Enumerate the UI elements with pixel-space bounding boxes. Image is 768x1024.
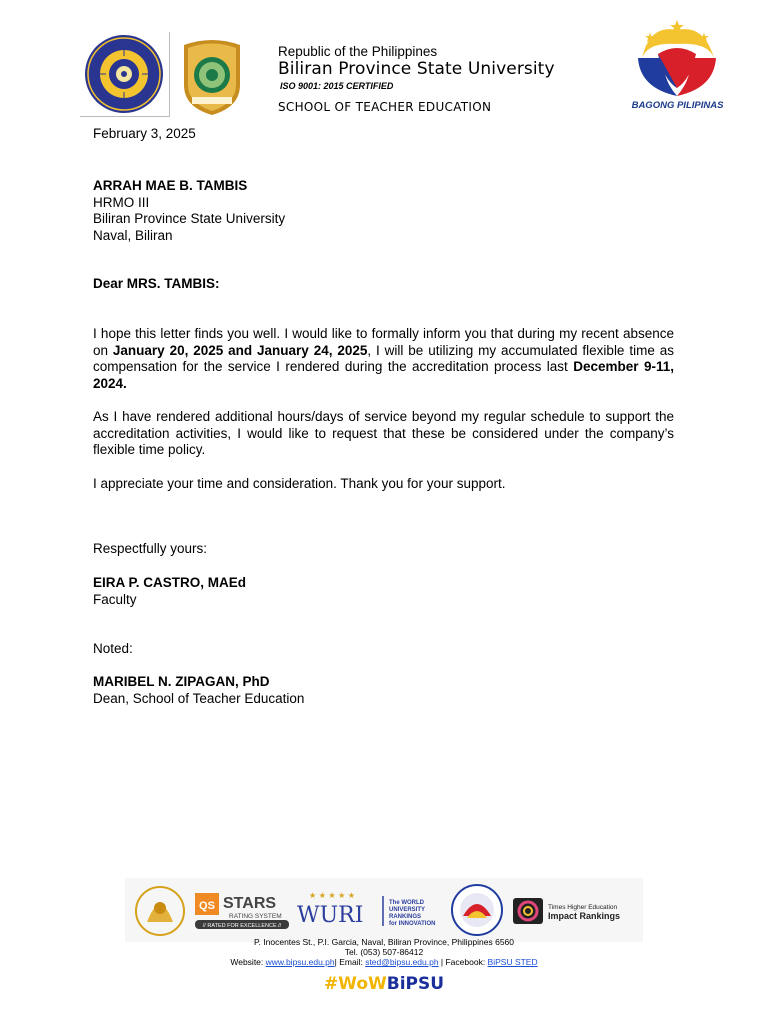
website-label: Website: xyxy=(230,957,266,967)
wuri-logo xyxy=(297,891,435,928)
footer-contacts xyxy=(0,957,768,967)
bagong-pilipinas-icon xyxy=(620,18,735,102)
qs-stars-title: STARS xyxy=(223,895,277,912)
noted-by-title: Dean, School of Teacher Education xyxy=(93,690,305,706)
paragraph-2: As I have rendered additional hours/days of service beyond my regular schedule to support the accreditation activities, I would like to request that these be considered under the company’s flexible time policy. xyxy=(93,409,674,457)
republic-heading: Republic of the Philippines xyxy=(278,44,438,59)
wuri-desc-1: The WORLD xyxy=(389,900,424,906)
school-seal-logo xyxy=(178,35,246,117)
hashtag xyxy=(0,974,768,994)
website-link[interactable]: www.bipsu.edu.ph xyxy=(265,957,335,967)
university-seal-icon xyxy=(80,32,170,117)
noted-by-block xyxy=(93,674,674,707)
iso-certification: ISO 9001: 2015 CERTIFIED xyxy=(280,81,394,91)
noted-by-name: MARIBEL N. ZIPAGAN, PhD xyxy=(93,674,270,689)
signatory-name: EIRA P. CASTRO, MAEd xyxy=(93,575,247,590)
facebook-label: | Facebook: xyxy=(438,957,488,967)
letter-date: February 3, 2025 xyxy=(93,126,196,141)
qs-rated-label: // RATED FOR EXCELLENCE // xyxy=(202,923,282,929)
paragraph-1-text-a: I hope this letter finds you well. I would like to formally inform you that during my recent absence on xyxy=(93,326,674,358)
accreditation-logos xyxy=(125,878,643,942)
quality-award-icon xyxy=(452,885,502,935)
email-link[interactable]: sted@bipsu.edu.ph xyxy=(365,957,439,967)
wuri-desc-3: RANKINGS xyxy=(389,914,422,920)
paragraph-1-text-b: , I will be utilizing my accumulated flexible time as compensation for the service I rendered during the accreditation process last xyxy=(93,342,674,374)
recipient-address: Naval, Biliran xyxy=(93,227,173,243)
recipient-name: ARRAH MAE B. TAMBIS xyxy=(93,178,248,193)
qs-stars-logo xyxy=(195,893,289,929)
university-seal-logo xyxy=(80,32,170,117)
absence-dates: January 20, 2025 and January 24, 2025 xyxy=(112,342,368,358)
gold-emblem-icon xyxy=(136,887,184,935)
qs-rating-label: RATING SYSTEM xyxy=(229,913,282,920)
hashtag-wow: #WoW xyxy=(323,974,387,994)
accreditation-dates: December 9-11, 2024. xyxy=(93,359,674,391)
signatory-block xyxy=(93,575,674,608)
wuri-desc-2: UNIVERSITY xyxy=(389,907,426,913)
salutation: Dear MRS. TAMBIS: xyxy=(93,276,220,291)
closing: Respectfully yours: xyxy=(93,541,208,556)
recipient-institution: Biliran Province State University xyxy=(93,211,286,226)
noted-label: Noted: xyxy=(93,641,133,656)
the-line-1: Times Higher Education xyxy=(548,904,618,911)
letterhead-text xyxy=(278,44,598,114)
svg-text:★ ★ ★ ★ ★: ★ ★ ★ ★ ★ xyxy=(309,891,356,900)
school-seal-icon xyxy=(178,35,246,117)
wuri-desc-4: for INNOVATION xyxy=(389,921,436,927)
school-name: SCHOOL OF TEACHER EDUCATION xyxy=(278,100,492,114)
hashtag-bipsu: BiPSU xyxy=(386,974,445,994)
bagong-pilipinas-logo xyxy=(620,18,735,114)
wuri-title: WURI xyxy=(297,903,364,928)
impact-rankings-logo xyxy=(513,898,620,924)
footer-tel: Tel. (053) 507-86412 xyxy=(344,947,424,957)
accreditation-logos-graphic xyxy=(125,878,643,942)
recipient-block xyxy=(93,178,674,244)
signatory-title: Faculty xyxy=(93,591,137,607)
paragraph-3: I appreciate your time and consideration. Thank you for your support. xyxy=(93,476,506,491)
email-label: | Email: xyxy=(334,957,366,967)
the-line-2: Impact Rankings xyxy=(548,911,621,921)
svg-text:QS: QS xyxy=(199,900,215,912)
facebook-link[interactable]: BiPSU STED xyxy=(487,957,538,967)
footer-address: P. Inocentes St., P.I. Garcia, Naval, Biliran Province, Philippines 6560 xyxy=(253,937,515,947)
recipient-position: HRMO III xyxy=(93,194,150,210)
bagong-pilipinas-caption: BAGONG PILIPINAS xyxy=(631,100,724,111)
university-name: Biliran Province State University xyxy=(278,59,555,79)
paragraph-1 xyxy=(93,326,674,392)
